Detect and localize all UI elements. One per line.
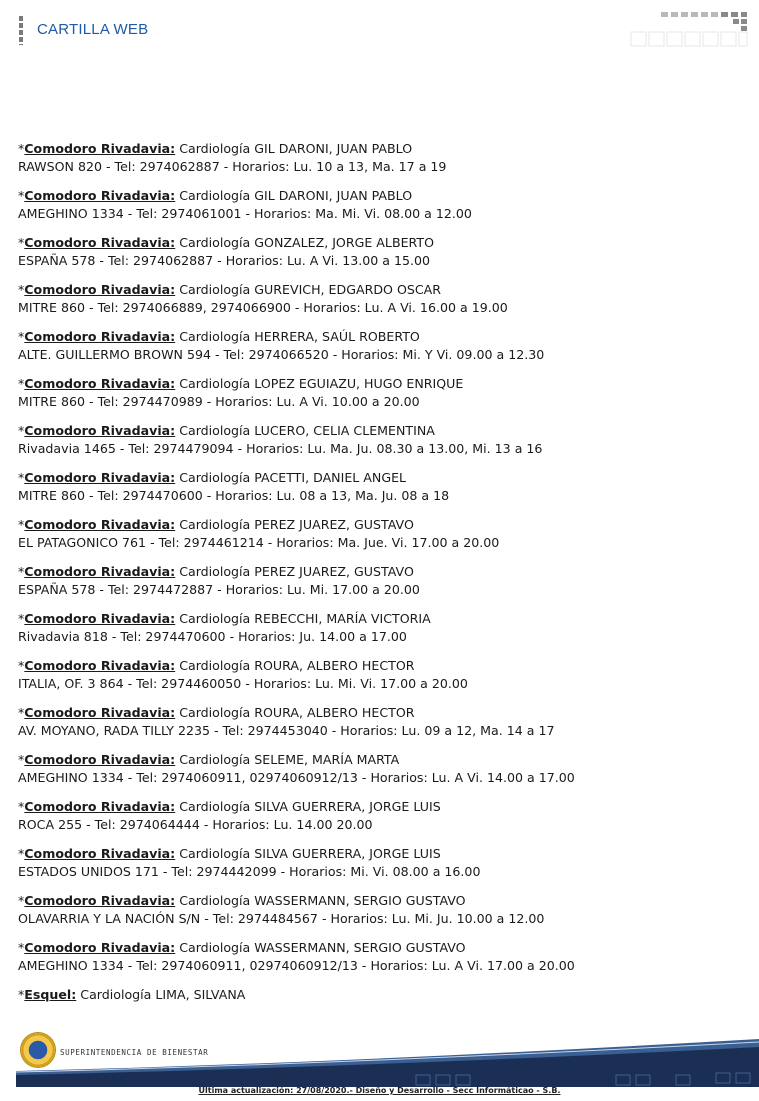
city-label: Comodoro Rivadavia: <box>24 658 176 673</box>
specialty-name: Cardiología ROURA, ALBERO HECTOR <box>175 705 415 720</box>
specialty-name: Cardiología HERRERA, SAÚL ROBERTO <box>175 329 420 344</box>
entry-details: AMEGHINO 1334 - Tel: 2974060911, 02974060912/13 - Horarios: Lu. A Vi. 14.00 a 17.00 <box>18 769 575 785</box>
specialty-name: Cardiología WASSERMANN, SERGIO GUSTAVO <box>175 893 466 908</box>
header-marker <box>19 16 23 45</box>
entry-details: EL PATAGONICO 761 - Tel: 2974461214 - Horarios: Ma. Jue. Vi. 17.00 a 20.00 <box>18 534 500 550</box>
specialty-name: Cardiología GIL DARONI, JUAN PABLO <box>175 188 413 203</box>
list-item: *Comodoro Rivadavia: Cardiología SELEME, MARÍA MARTA AMEGHINO 1334 - Tel: 2974060911, 02974060912/13 - Horarios: Lu. A Vi. 14.00 a 17.00 <box>18 752 575 785</box>
entry-details: Rivadavia 818 - Tel: 2974470600 - Horarios: Ju. 14.00 a 17.00 <box>18 628 407 644</box>
organization-name: SUPERINTENDENCIA DE BIENESTAR <box>60 1048 209 1057</box>
city-label: Comodoro Rivadavia: <box>24 188 176 203</box>
city-label: Comodoro Rivadavia: <box>24 940 176 955</box>
specialty-name: Cardiología ROURA, ALBERO HECTOR <box>175 658 415 673</box>
list-item: *Esquel: Cardiología LIMA, SILVANA <box>18 987 246 1002</box>
list-item: *Comodoro Rivadavia: Cardiología WASSERMANN, SERGIO GUSTAVO AMEGHINO 1334 - Tel: 2974060911, 02974060912/13 - Horarios: Lu. A Vi. 17.00 a 20.00 <box>18 940 575 973</box>
header-decoration <box>629 10 749 48</box>
entry-details: MITRE 860 - Tel: 2974470989 - Horarios: Lu. A Vi. 10.00 a 20.00 <box>18 393 420 409</box>
list-item: *Comodoro Rivadavia: Cardiología SILVA GUERRERA, JORGE LUIS ESTADOS UNIDOS 171 - Tel: 2974442099 - Horarios: Mi. Vi. 08.00 a 16.00 <box>18 846 481 879</box>
entry-details: MITRE 860 - Tel: 2974470600 - Horarios: Lu. 08 a 13, Ma. Ju. 08 a 18 <box>18 487 450 503</box>
city-label: Comodoro Rivadavia: <box>24 893 176 908</box>
specialty-name: Cardiología PACETTI, DANIEL ANGEL <box>175 470 407 485</box>
list-item: *Comodoro Rivadavia: Cardiología REBECCHI, MARÍA VICTORIA Rivadavia 818 - Tel: 2974470600 - Horarios: Ju. 14.00 a 17.00 <box>18 611 431 644</box>
specialty-name: Cardiología REBECCHI, MARÍA VICTORIA <box>175 611 431 626</box>
list-item: *Comodoro Rivadavia: Cardiología GUREVICH, EDGARDO OSCAR MITRE 860 - Tel: 2974066889, 2974066900 - Horarios: Lu. A Vi. 16.00 a 19.00 <box>18 282 508 315</box>
city-label: Comodoro Rivadavia: <box>24 611 176 626</box>
city-label: Comodoro Rivadavia: <box>24 423 176 438</box>
specialty-name: Cardiología LIMA, SILVANA <box>76 987 246 1002</box>
list-item: *Comodoro Rivadavia: Cardiología PEREZ JUAREZ, GUSTAVO ESPAÑA 578 - Tel: 2974472887 - Horarios: Lu. Mi. 17.00 a 20.00 <box>18 564 420 597</box>
list-item: *Comodoro Rivadavia: Cardiología GIL DARONI, JUAN PABLO AMEGHINO 1334 - Tel: 2974061001 - Horarios: Ma. Mi. Vi. 08.00 a 12.00 <box>18 188 472 221</box>
entry-details: MITRE 860 - Tel: 2974066889, 2974066900 - Horarios: Lu. A Vi. 16.00 a 19.00 <box>18 299 508 315</box>
entry-details: RAWSON 820 - Tel: 2974062887 - Horarios: Lu. 10 a 13, Ma. 17 a 19 <box>18 158 447 174</box>
city-label: Comodoro Rivadavia: <box>24 799 176 814</box>
list-item: *Comodoro Rivadavia: Cardiología LOPEZ EGUIAZU, HUGO ENRIQUE MITRE 860 - Tel: 2974470989 - Horarios: Lu. A Vi. 10.00 a 20.00 <box>18 376 464 409</box>
city-label: Comodoro Rivadavia: <box>24 517 176 532</box>
entry-details: ESPAÑA 578 - Tel: 2974062887 - Horarios: Lu. A Vi. 13.00 a 15.00 <box>18 252 431 268</box>
last-update-text: Última actualización: 27/08/2020.- Diseño y Desarrollo - Secc Informáticao - S.B. <box>198 1086 561 1095</box>
specialty-name: Cardiología SILVA GUERRERA, JORGE LUIS <box>175 799 441 814</box>
specialty-name: Cardiología GONZALEZ, JORGE ALBERTO <box>175 235 434 250</box>
list-item: *Comodoro Rivadavia: Cardiología PEREZ JUAREZ, GUSTAVO EL PATAGONICO 761 - Tel: 2974461214 - Horarios: Ma. Jue. Vi. 17.00 a 20.00 <box>18 517 500 550</box>
city-label: Comodoro Rivadavia: <box>24 752 176 767</box>
specialty-name: Cardiología SELEME, MARÍA MARTA <box>175 752 400 767</box>
city-label: Comodoro Rivadavia: <box>24 282 176 297</box>
page-title: CARTILLA WEB <box>37 21 149 38</box>
list-item: *Comodoro Rivadavia: Cardiología GONZALEZ, JORGE ALBERTO ESPAÑA 578 - Tel: 2974062887 - Horarios: Lu. A Vi. 13.00 a 15.00 <box>18 235 434 268</box>
list-item: *Comodoro Rivadavia: Cardiología WASSERMANN, SERGIO GUSTAVO OLAVARRIA Y LA NACIÓN S/N - Tel: 2974484567 - Horarios: Lu. Mi. Ju. 10.00 a 12.00 <box>18 893 545 926</box>
entry-details: ESTADOS UNIDOS 171 - Tel: 2974442099 - Horarios: Mi. Vi. 08.00 a 16.00 <box>18 863 481 879</box>
specialty-name: Cardiología WASSERMANN, SERGIO GUSTAVO <box>175 940 466 955</box>
provider-list <box>18 140 738 1016</box>
specialty-name: Cardiología PEREZ JUAREZ, GUSTAVO <box>175 564 414 579</box>
list-item: *Comodoro Rivadavia: Cardiología HERRERA, SAÚL ROBERTO ALTE. GUILLERMO BROWN 594 - Tel: 2974066520 - Horarios: Mi. Y Vi. 09.00 a 12.30 <box>18 329 545 362</box>
specialty-name: Cardiología LUCERO, CELIA CLEMENTINA <box>175 423 435 438</box>
list-item: *Comodoro Rivadavia: Cardiología SILVA GUERRERA, JORGE LUIS ROCA 255 - Tel: 2974064444 - Horarios: Lu. 14.00 20.00 <box>18 799 441 832</box>
entry-details: Rivadavia 1465 - Tel: 2974479094 - Horarios: Lu. Ma. Ju. 08.30 a 13.00, Mi. 13 a 16 <box>18 440 543 456</box>
city-label: Comodoro Rivadavia: <box>24 329 176 344</box>
organization-seal <box>21 1033 55 1067</box>
city-label: Comodoro Rivadavia: <box>24 846 176 861</box>
city-label: Esquel: <box>24 987 77 1002</box>
list-item: *Comodoro Rivadavia: Cardiología ROURA, ALBERO HECTOR AV. MOYANO, RADA TILLY 2235 - Tel: 2974453040 - Horarios: Lu. 09 a 12, Ma. 14 a 17 <box>18 705 555 738</box>
specialty-name: Cardiología GUREVICH, EDGARDO OSCAR <box>175 282 442 297</box>
page-header <box>0 0 759 60</box>
specialty-name: Cardiología SILVA GUERRERA, JORGE LUIS <box>175 846 441 861</box>
entry-details: ROCA 255 - Tel: 2974064444 - Horarios: Lu. 14.00 20.00 <box>18 816 373 832</box>
city-label: Comodoro Rivadavia: <box>24 705 176 720</box>
entry-details: AMEGHINO 1334 - Tel: 2974061001 - Horarios: Ma. Mi. Vi. 08.00 a 12.00 <box>18 205 472 221</box>
entry-details: ESPAÑA 578 - Tel: 2974472887 - Horarios: Lu. Mi. 17.00 a 20.00 <box>18 581 420 597</box>
specialty-name: Cardiología LOPEZ EGUIAZU, HUGO ENRIQUE <box>175 376 464 391</box>
entry-details: ITALIA, OF. 3 864 - Tel: 2974460050 - Horarios: Lu. Mi. Vi. 17.00 a 20.00 <box>18 675 468 691</box>
specialty-name: Cardiología GIL DARONI, JUAN PABLO <box>175 141 413 156</box>
specialty-name: Cardiología PEREZ JUAREZ, GUSTAVO <box>175 517 414 532</box>
city-label: Comodoro Rivadavia: <box>24 235 176 250</box>
city-label: Comodoro Rivadavia: <box>24 376 176 391</box>
city-label: Comodoro Rivadavia: <box>24 564 176 579</box>
list-item: *Comodoro Rivadavia: Cardiología ROURA, ALBERO HECTOR ITALIA, OF. 3 864 - Tel: 2974460050 - Horarios: Lu. Mi. Vi. 17.00 a 20.00 <box>18 658 468 691</box>
entry-details: AMEGHINO 1334 - Tel: 2974060911, 02974060912/13 - Horarios: Lu. A Vi. 17.00 a 20.00 <box>18 957 575 973</box>
city-label: Comodoro Rivadavia: <box>24 141 176 156</box>
entry-details: OLAVARRIA Y LA NACIÓN S/N - Tel: 2974484567 - Horarios: Lu. Mi. Ju. 10.00 a 12.00 <box>18 910 545 926</box>
list-item: *Comodoro Rivadavia: Cardiología LUCERO, CELIA CLEMENTINA Rivadavia 1465 - Tel: 2974479094 - Horarios: Lu. Ma. Ju. 08.30 a 13.00, Mi. 13 a 16 <box>18 423 543 456</box>
entry-details: AV. MOYANO, RADA TILLY 2235 - Tel: 2974453040 - Horarios: Lu. 09 a 12, Ma. 14 a 17 <box>18 722 555 738</box>
list-item: *Comodoro Rivadavia: Cardiología PACETTI, DANIEL ANGEL MITRE 860 - Tel: 2974470600 - Horarios: Lu. 08 a 13, Ma. Ju. 08 a 18 <box>18 470 450 503</box>
city-label: Comodoro Rivadavia: <box>24 470 176 485</box>
entry-details: ALTE. GUILLERMO BROWN 594 - Tel: 2974066520 - Horarios: Mi. Y Vi. 09.00 a 12.30 <box>18 346 545 362</box>
list-item: *Comodoro Rivadavia: Cardiología GIL DARONI, JUAN PABLO RAWSON 820 - Tel: 2974062887 - Horarios: Lu. 10 a 13, Ma. 17 a 19 <box>18 141 447 174</box>
